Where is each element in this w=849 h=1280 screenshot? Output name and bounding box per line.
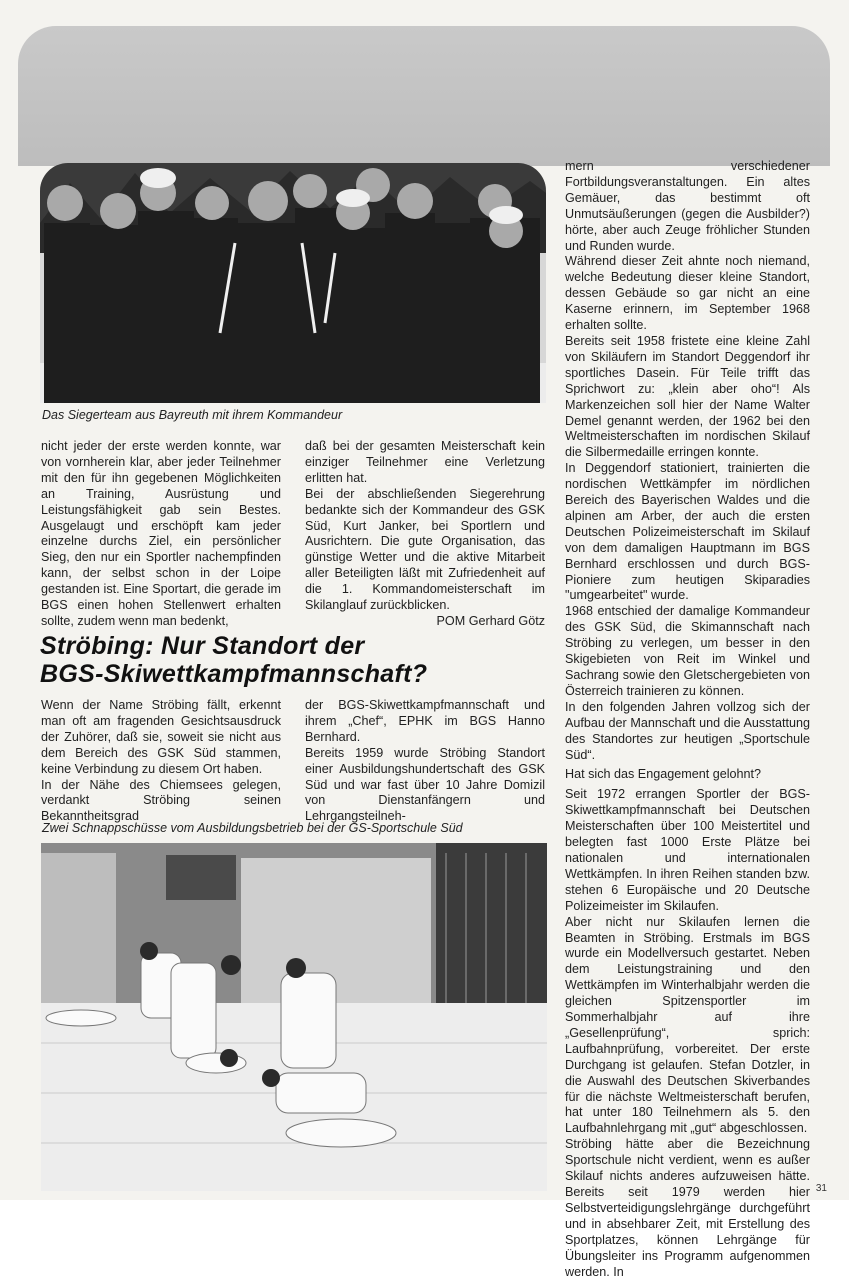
right-paragraph: Seit 1972 errangen Sportler der BGS-Skiwettkampfmannschaft bei Deutschen Meisterschaften über 100 Meistertitel und belegten fast 1000 Erste Plätze bei nationalen und internationalen Wettkämpfen. In ihren Reihen standen bzw. stehen 6 Europäische und 20 Deutsche Polizeimeister im Skilaufen.	[565, 787, 810, 913]
right-paragraph: mern verschiedener Fortbildungsveranstaltungen. Ein altes Gemäuer, das bestimmt oft Unmutsäußerungen (gegen die Ausbilder?) hörte, aber auch Zeuge fröhlicher Stunden und Runden wurde.	[565, 159, 810, 253]
header-band	[18, 26, 830, 166]
right-paragraph: Während dieser Zeit ahnte noch niemand, welche Bedeutung dieser kleine Standort, dessen Gebäude so gar nicht an eine Kaserne erinnern, im September 1968 erhalten sollte.	[565, 254, 810, 333]
article1-paragraph: nicht jeder der erste werden konnte, war von vornherein klar, aber jeder Teilnehmer mit den für ihn gegebenen Möglichkeiten an Training, Ausrüstung und Leistungsfähigkeit gab sein Bestes. Ausgelaugt und erschöpft kam jeder einzelne durchs Ziel, ein persönlicher Sieg, den nur ein Sportler nachempfinden kann, der selbst schon in der Loipe gestanden ist. Eine Sportart, die gerade im BGS einen hohen Stellenwert erhalten sollte, zudem wenn man bedenkt,	[41, 439, 281, 628]
right-question: Hat sich das Engagement gelohnt?	[565, 767, 762, 782]
right-paragraph: In den folgenden Jahren vollzog sich der Aufbau der Mannschaft und die Ausstattung des Standortes zur heutigen „Sportschule Süd“.	[565, 699, 810, 762]
article1-column-left	[41, 439, 281, 630]
right-paragraph: Ströbing hätte aber die Bezeichnung Sportschule nicht verdient, wenn es außer Skilauf nichts anderes aufzuweisen hätte. Bereits seit 1979 werden hier Selbstverteidigungslehrgänge durchgeführt und in absehbarer Zeit, mit Erstellung des Sportplatzes, können Lehrgänge für Übungsleiter ins Programm aufgenommen werden. In	[565, 1137, 810, 1279]
article1-paragraph: Bei der abschließenden Siegerehrung bedankte sich der Kommandeur des GSK Süd, Kurt Janker, bei Sportlern und Ausrichtern. Die gute Organisation, das günstige Wetter und die aktive Mitarbeit aller Beteiligten läßt mit Zufriedenheit auf die 1. Kommandomeisterschaft im Skilanglauf zurückblicken.	[305, 486, 545, 613]
headline-line: BGS-Skiwettkampfmannschaft?	[40, 660, 428, 688]
team-photo-caption: Das Siegerteam aus Bayreuth mit ihrem Kommandeur	[42, 408, 343, 422]
article2-paragraph: Wenn der Name Ströbing fällt, erkennt man oft am fragenden Gesichtsausdruck der Zuhörer, daß sie, soweit sie nicht aus dem Bereich des GSK Süd stammen, keine Verbindung zu diesem Ort haben.	[41, 698, 281, 776]
article2-column-left	[41, 698, 281, 825]
author-signature: POM Gerhard Götz	[436, 613, 545, 628]
right-paragraph: 1968 entschied der damalige Kommandeur des GSK Süd, die Skimannschaft nach Ströbing zu verlegen, um besser in den Skigebieten von Reit im Winkel und Sachrang sowie den Gletschergebieten von Österreich trainieren zu können.	[565, 604, 810, 698]
right-paragraph: Aber nicht nur Skilaufen lernen die Beamten in Ströbing. Erstmals im BGS wurde ein Modellversuch gestartet. Neben dem Leistungstraining und den Wettkämpfen im Winterhalbjahr werden die gleichen Spitzensportler im Sommerhalbjahr auf ihre „Gesellenprüfung“, sprich: Laufbahnprüfung, vorbereitet. Der erste Durchgang ist gelaufen. Stefan Dotzler, in die Auswahl des Deutschen Skiverbandes für die nächste Weltmeisterschaft berufen, hat unter 180 Teilnehmern als 5. den Laufbahnlehrgang mit „gut“ abgeschlossen.	[565, 914, 810, 1136]
headline-line: Ströbing: Nur Standort der	[40, 632, 365, 660]
right-column	[565, 159, 810, 1280]
article2-paragraph: der BGS-Skiwettkampfmannschaft und ihrem „Chef“, EPHK im BGS Hanno Bernhard.	[305, 698, 545, 744]
article2-paragraph: Bereits 1959 wurde Ströbing Standort einer Ausbildungshundertschaft des GSK Süd und war fast über 10 Jahre Domizil von Dienstanfängern und Lehrgangsteilneh-	[305, 745, 545, 824]
article-headline	[40, 632, 560, 688]
team-photo	[40, 163, 546, 403]
training-photo-caption: Zwei Schnappschüsse vom Ausbildungsbetrieb bei der GS-Sportschule Süd	[42, 821, 463, 835]
article2-paragraph: In der Nähe des Chiemsees gelegen, verdankt Ströbing seinen Bekanntheitsgrad	[41, 777, 281, 824]
training-photo	[41, 843, 547, 1191]
article1-paragraph: daß bei der gesamten Meisterschaft kein einziger Teilnehmer eine Verletzung erlitten hat.	[305, 439, 545, 485]
right-paragraph: In Deggendorf stationiert, trainierten die nordischen Wettkämpfer im nördlichen Bereich des Bayerischen Waldes und die alpinen am Arber, der auch die ersten Deutschen Polizeimeisterschaft im Skilauf von dem damaligen Hauptmann im BGS Bernhard erschlossen und durch BGS-Pioniere zum heutigen Skiparadies "umgearbeitet" wurde.	[565, 461, 810, 603]
right-paragraph: Bereits seit 1958 fristete eine kleine Zahl von Skiläufern im Standort Deggendorf ihr sportliches Dasein. Für Teile trifft das Sprichwort zu: „klein aber oho“! Als Markenzeichen soll hier der Name Walter Demel genannt werden, der 1962 bei den Weltmeisterschaften im nordischen Skilauf die Silbermedaille erringen konnte.	[565, 333, 810, 460]
article1-column-middle	[305, 439, 545, 630]
page-number: 31	[815, 1183, 827, 1194]
article2-column-middle	[305, 698, 545, 825]
